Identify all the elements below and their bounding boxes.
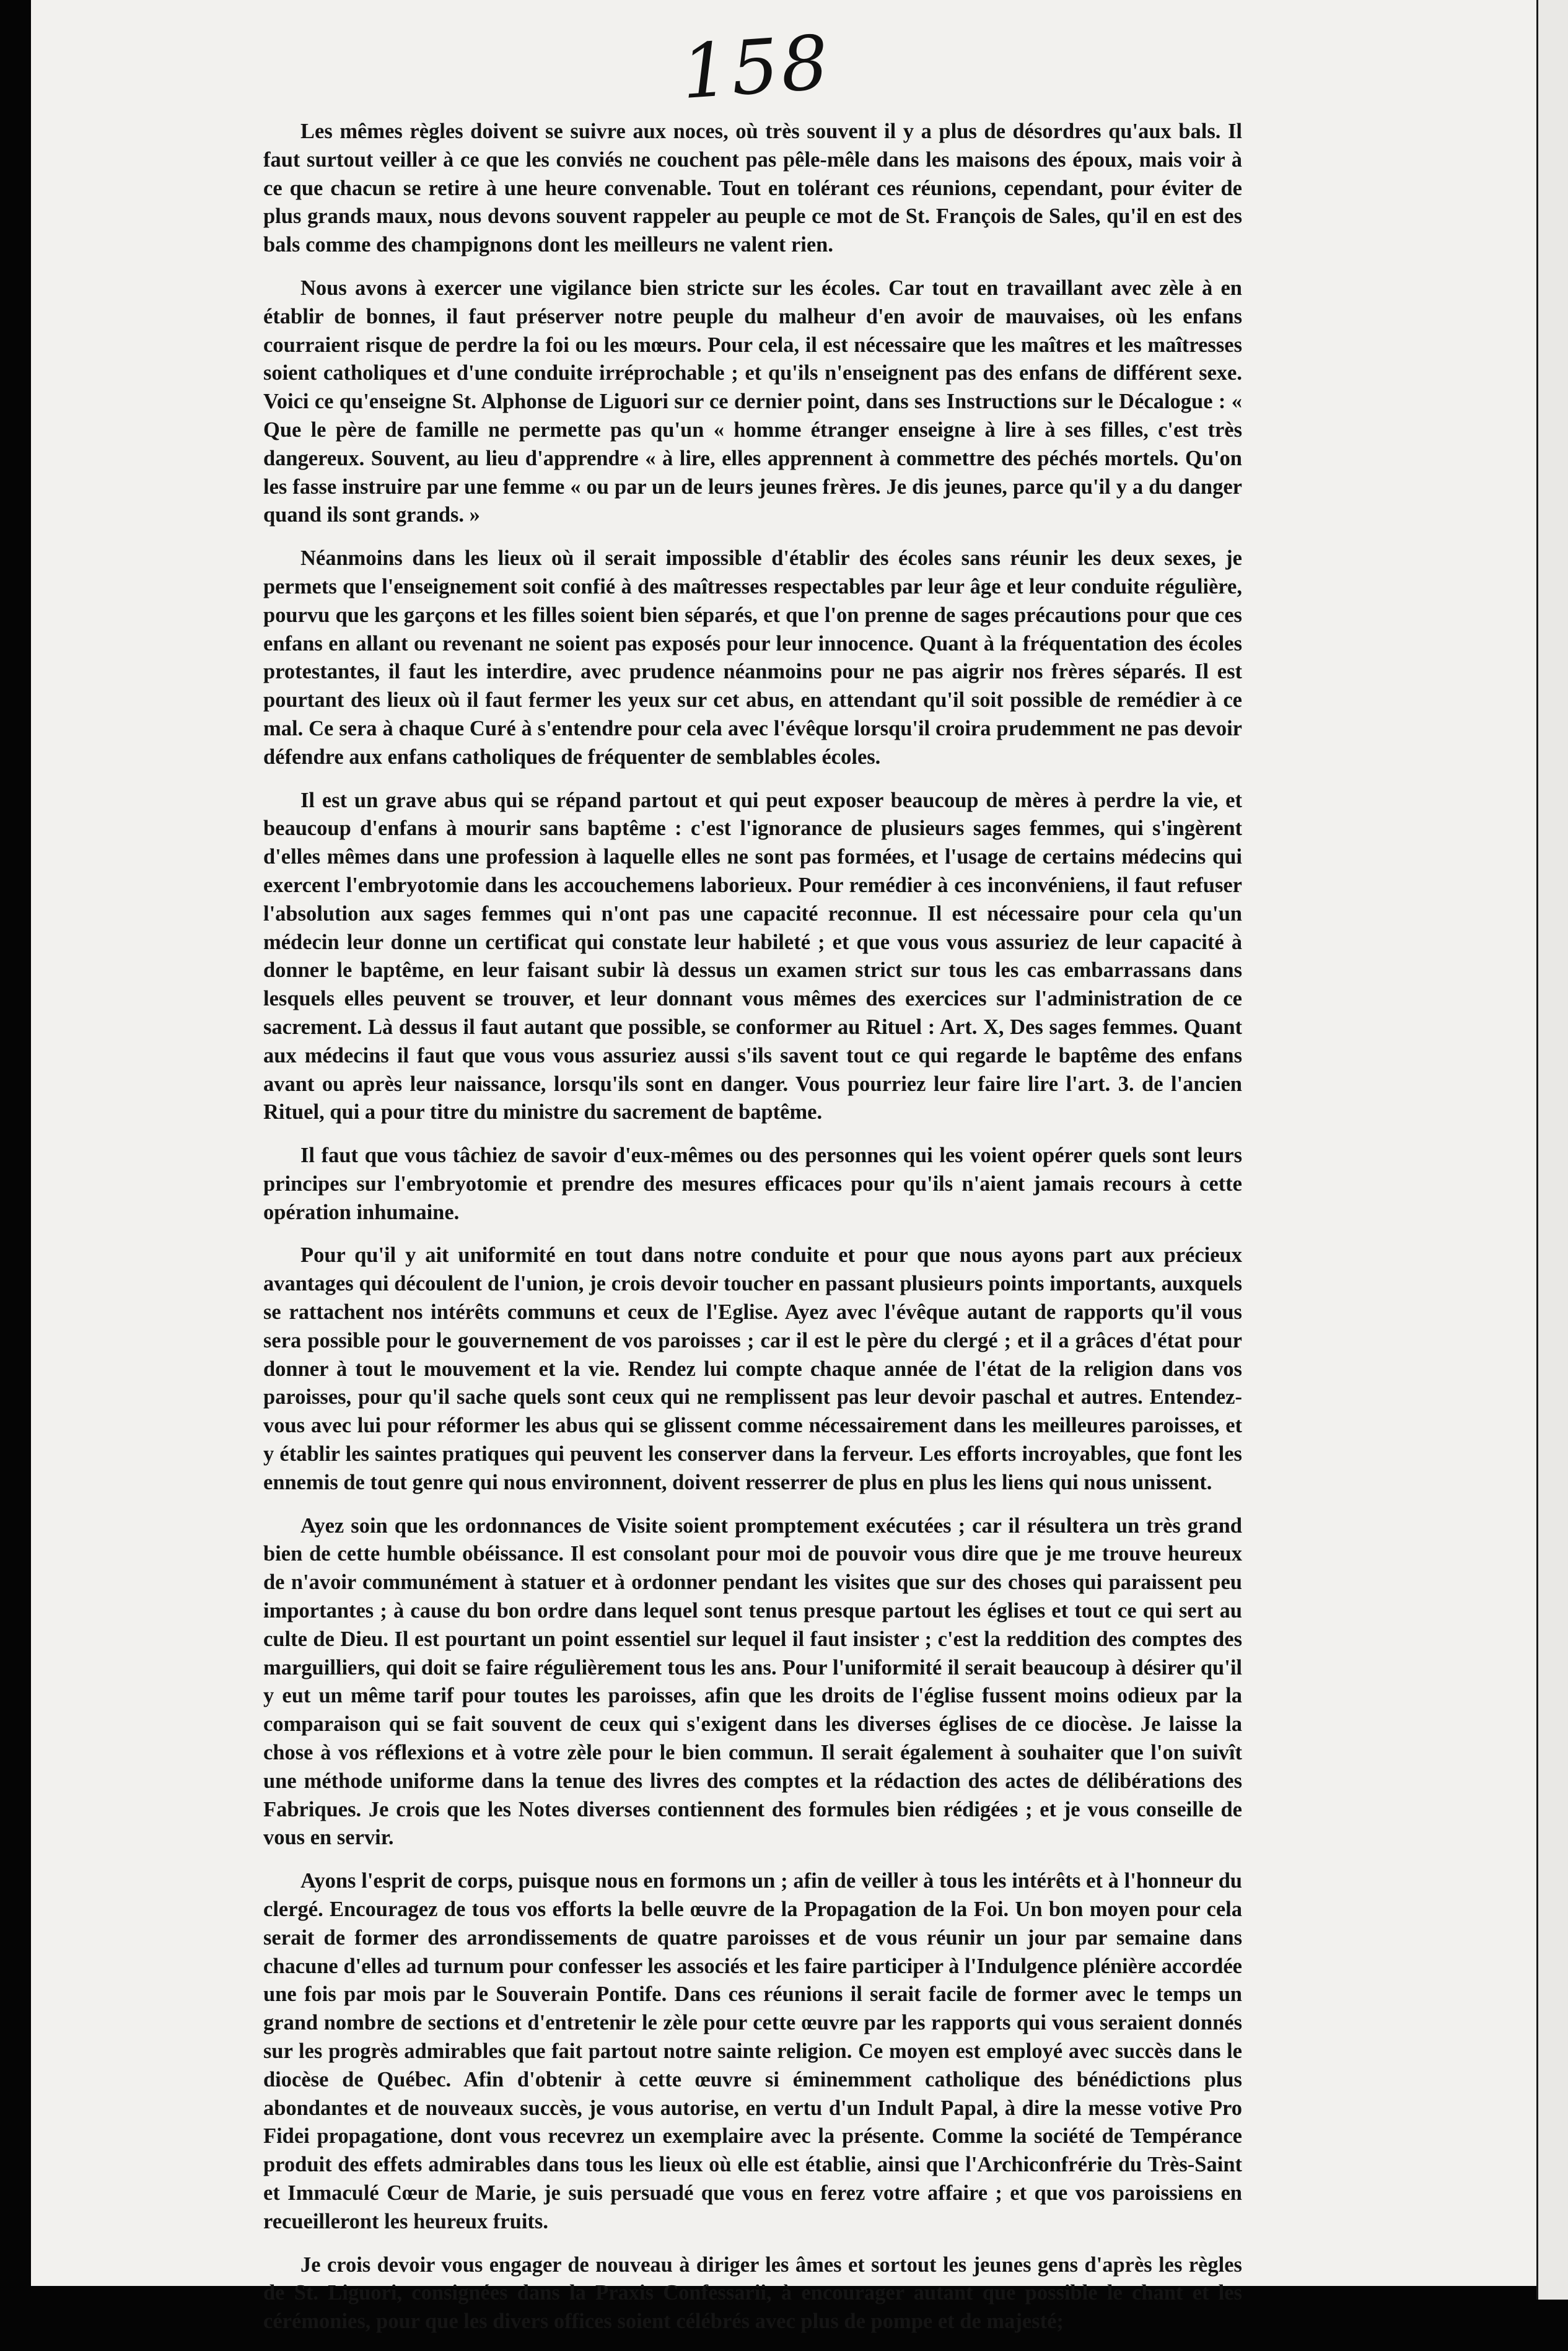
page-edge — [1536, 0, 1568, 2300]
paragraph: Ayez soin que les ordonnances de Visite soient promptement exécutées ; car il résultera un très grand bien de cette humble obéissance. Il est consolant pour moi de pouvoir vous dire que je me trouve heureux de n'avoir communément à statuer et à ordonner pendant les visites que sur des choses qui paraissent peu importantes ; à cause du bon ordre dans lequel sont tenus presque partout les églises et tout ce qui sert au culte de Dieu. Il est pourtant un point essentiel sur lequel il faut insister ; c'est la reddition des comptes des marguilliers, qui doit se faire régulièrement tous les ans. Pour l'uniformité il serait beaucoup à désirer qu'il y eut un même tarif pour toutes les paroisses, afin que les droits de l'église fussent moins odieux par la comparaison qui se fait souvent de ceux qui s'exigent dans les diverses églises de ce diocèse. Je laisse la chose à vos réflexions et à votre zèle pour le bien commun. Il serait également à souhaiter que l'on suivît une méthode uniforme dans la tenue des livres des comptes et la rédaction des actes de délibérations des Fabriques. Je crois que les Notes diverses contiennent des formules bien rédigées ; et je vous conseille de vous en servir. — [263, 1513, 1242, 1850]
paragraph: Néanmoins dans les lieux où il serait impossible d'établir des écoles sans réunir les deux sexes, je permets que l'enseignement soit confié à des maîtresses respectables par leur âge et leur conduite régulière, pourvu que les garçons et les filles soient bien séparés, et que l'on prenne de sages précautions pour que ces enfans en allant ou revenant ne soient pas exposés pour leur innocence. Quant à la fréquentation des écoles protestantes, il faut les interdire, avec prudence néanmoins pour ne pas aigrir nos frères séparés. Il est pourtant des lieux où il faut fermer les yeux sur cet abus, en attendant qu'il soit possible de remédier à ce mal. Ce sera à chaque Curé à s'entendre pour cela avec l'évêque lorsqu'il croira prudemment ne pas devoir défendre aux enfans catholiques de fréquenter de semblables écoles. — [263, 546, 1242, 769]
page-number: 158 — [678, 19, 834, 116]
paragraph: Nous avons à exercer une vigilance bien stricte sur les écoles. Car tout en travaillant avec zèle à en établir de bonnes, il faut préserver notre peuple du malheur d'en avoir de mauvaises, où les enfans courraient risque de perdre la foi ou les mœurs. Pour cela, il est nécessaire que les maîtres et les maîtresses soient catholiques et d'une conduite irréprochable ; et qu'ils n'enseignent pas des enfans de différent sexe. Voici ce qu'enseigne St. Alphonse de Liguori sur ce dernier point, dans ses Instructions sur le Décalogue : « Que le père de famille ne permette pas qu'un « homme étranger enseigne à lire à ses filles, c'est très dangereux. Souvent, au lieu d'apprendre « à lire, elles apprennent à commettre des péchés mortels. Qu'on les fasse instruire par une femme « ou par un de leurs jeunes frères. Je dis jeunes, parce qu'il y a du danger quand ils sont grands. » — [263, 276, 1242, 527]
paragraph: Il est un grave abus qui se répand partout et qui peut exposer beaucoup de mères à perdre la vie, et beaucoup d'enfans à mourir sans baptême : c'est l'ignorance de plusieurs sages femmes, qui s'ingèrent d'elles mêmes dans une profession à laquelle elles ne sont pas formées, et l'usage de certains médecins qui exercent l'embryotomie dans les accouchemens laborieux. Pour remédier à ces inconvéniens, il faut refuser l'absolution aux sages femmes qui n'ont pas une capacité reconnue. Il est nécessaire pour cela qu'un médecin leur donne un certificat qui constate leur habileté ; et que vous vous assuriez de leur capacité à donner le baptême, en leur faisant subir là dessus un examen strict sur tous les cas embarrassans dans lesquels elles peuvent se trouver, et leur donnant vous mêmes des exercices sur l'administration de ce sacrement. Là dessus il faut autant que possible, se conformer au Rituel : Art. X, Des sages femmes. Quant aux médecins il faut que vous vous assuriez aussi s'ils savent tout ce qui regarde le baptême des enfans avant ou après leur naissance, lorsqu'ils sont en danger. Vous pourriez leur faire lire l'art. 3. de l'ancien Rituel, qui a pour titre du ministre du sacrement de baptême. — [263, 788, 1242, 1124]
paragraph: Les mêmes règles doivent se suivre aux noces, où très souvent il y a plus de désordres qu'aux bals. Il faut surtout veiller à ce que les conviés ne couchent pas pêle-mêle dans les maisons des époux, mais voir à ce que chacun se retire à une heure convenable. Tout en tolérant ces réunions, cependant, pour éviter de plus grands maux, nous devons souvent rappeler au peuple ce mot de St. François de Sales, qu'il en est des bals comme des champignons dont les meilleurs ne valent rien. — [263, 120, 1242, 257]
document-body — [263, 118, 1242, 2351]
paragraph: Ayons l'esprit de corps, puisque nous en formons un ; afin de veiller à tous les intérêts et à l'honneur du clergé. Encouragez de tous vos efforts la belle œuvre de la Propagation de la Foi. Un bon moyen pour cela serait de former des arrondissements de quatre paroisses et de vous réunir un jour par semaine dans chacune d'elles ad turnum pour confesser les associés et les faire participer à l'Indulgence plénière accordée une fois par mois par le Souverain Pontife. Dans ces réunions il serait facile de former avec le temps un grand nombre de sections et d'entretenir le zèle pour cette œuvre par les rapports qui vous seraient donnés sur les progrès admirables que fait partout notre sainte religion. Ce moyen est employé avec succès dans le diocèse de Québec. Afin d'obtenir à cette œuvre si éminemment catholique des bénédictions plus abondantes et de nouveaux succès, je vous autorise, en vertu d'un Indult Papal, à dire la messe votive Pro Fidei propagatione, dont vous recevrez un exemplaire avec la présente. Comme la société de Tempérance produit des effets admirables dans tous les lieux où elle est établie, ainsi que l'Archiconfrérie du Très-Saint et Immaculé Cœur de Marie, je suis persuadé que vous en ferez votre affaire ; et que vos paroissiens en recueilleront les heureux fruits. — [263, 1869, 1242, 2233]
paragraph: Pour qu'il y ait uniformité en tout dans notre conduite et pour que nous ayons part aux précieux avantages qui découlent de l'union, je crois devoir toucher en passant plusieurs points importants, auxquels se rattachent nos intérêts communs et ceux de l'Eglise. Ayez avec l'évêque autant de rapports qu'il vous sera possible pour le gouvernement de vos paroisses ; car il est le père du clergé ; et il a grâces d'état pour donner à tout le mouvement et la vie. Rendez lui compte chaque année de l'état de la religion dans vos paroisses, pour qu'il sache quels sont ceux qui ne remplissent pas leur devoir paschal et autres. Entendez-vous avec lui pour réformer les abus qui se glissent comme nécessairement dans les meilleures paroisses, et y établir les saintes pratiques qui peuvent les conserver dans la ferveur. Les efforts incroyables, que font les ennemis de tout genre qui nous environnent, doivent resserrer de plus en plus les liens qui nous unissent. — [263, 1243, 1242, 1494]
paragraph: Je crois devoir vous engager de nouveau à diriger les âmes et sortout les jeunes gens d'après les règles de St. Liguori, consignées dans la Praxis Confessarii, à encourager autant que possible le chant et les cérémonies, pour que les divers offices soient célébrés avec plus de pompe et de majesté; — [263, 2252, 1242, 2334]
document-page — [31, 0, 1536, 2334]
paragraph: Il faut que vous tâchiez de savoir d'eux-mêmes ou des personnes qui les voient opérer quels sont leurs principes sur l'embryotomie et prendre des mesures efficaces pour qu'ils n'aient jamais recours à cette opération inhumaine. — [263, 1144, 1242, 1224]
